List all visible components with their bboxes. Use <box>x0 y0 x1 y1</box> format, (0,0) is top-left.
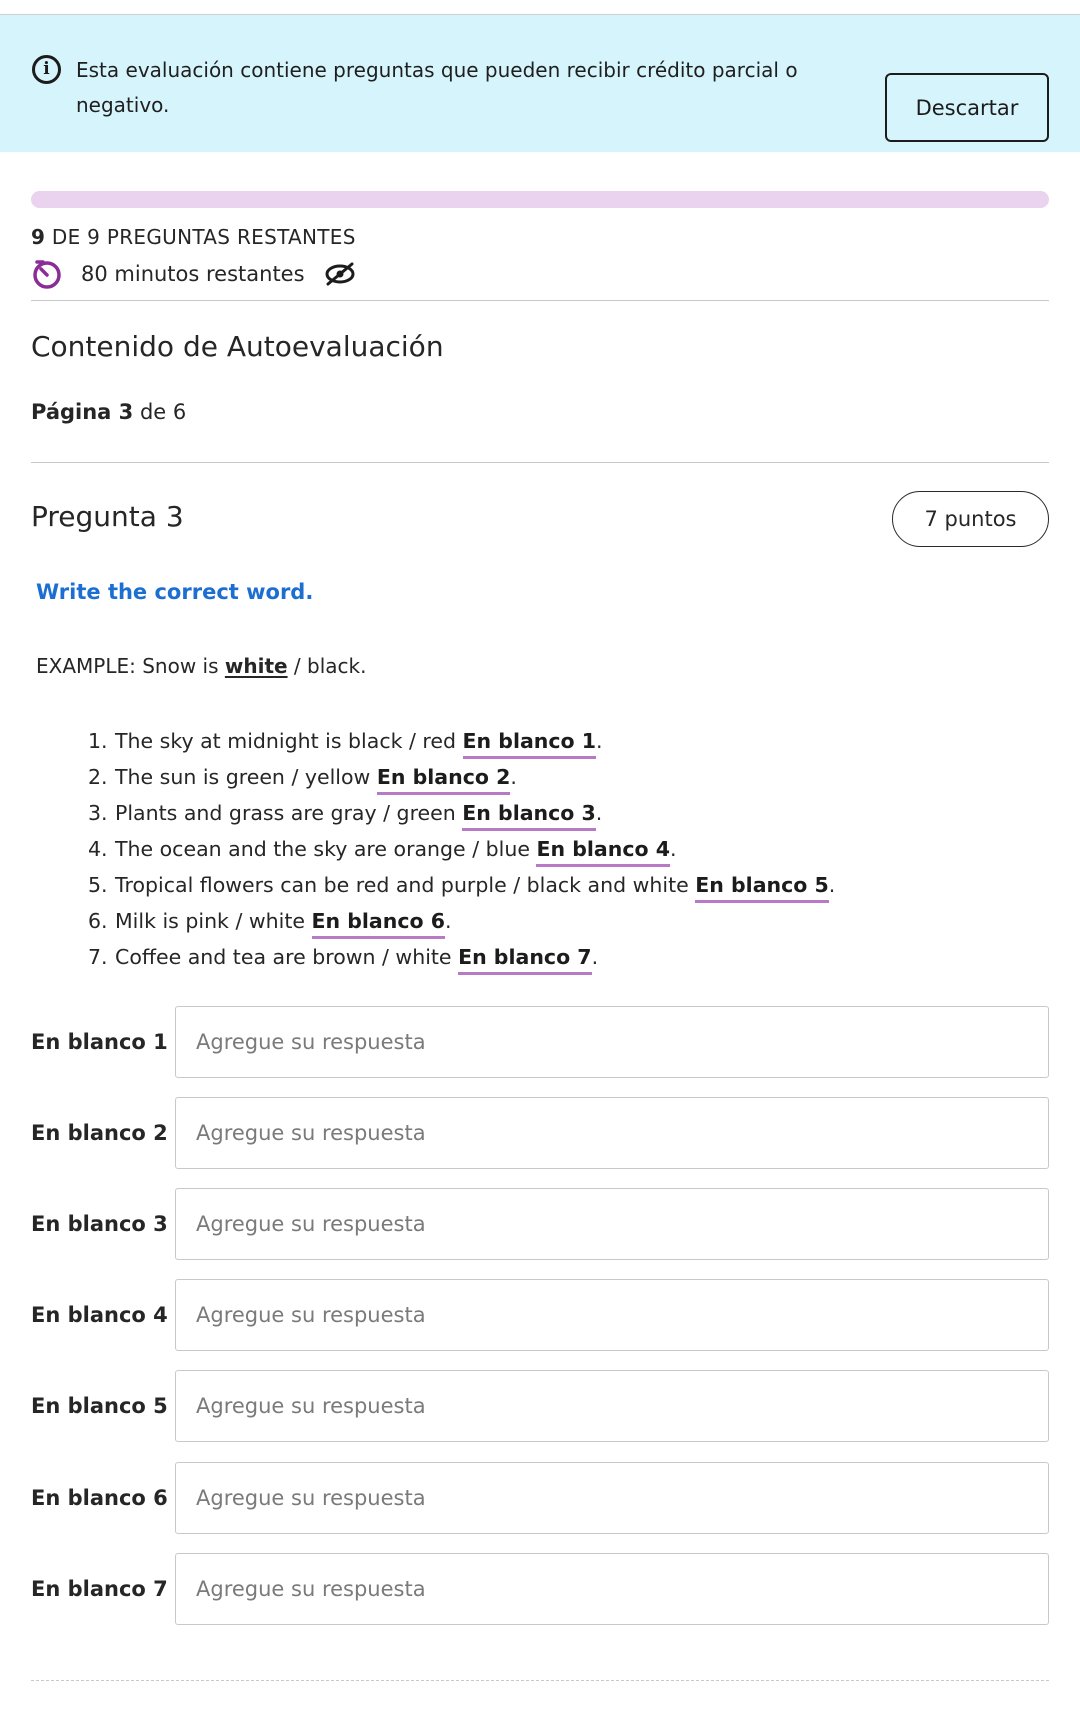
divider <box>31 300 1049 301</box>
banner-message: Esta evaluación contiene preguntas que pueden recibir crédito parcial o negativo. <box>76 58 798 117</box>
page-label: Página 3 <box>31 400 134 424</box>
item-number: 2. <box>88 765 108 789</box>
item-number: 1. <box>88 729 108 753</box>
item-end: . <box>591 945 599 969</box>
minutes-remaining: 80 minutos restantes <box>81 262 305 286</box>
instruction: Write the correct word. <box>36 580 314 604</box>
example-prefix: EXAMPLE: Snow is <box>36 654 225 678</box>
section-title: Contenido de Autoevaluación <box>31 330 444 363</box>
item-number: 6. <box>88 909 108 933</box>
list-item <box>88 795 835 831</box>
answer-row <box>31 1462 1049 1534</box>
answer-label: En blanco 2 <box>31 1121 168 1145</box>
answer-label: En blanco 1 <box>31 1030 168 1054</box>
item-end: . <box>828 873 836 897</box>
item-end: . <box>510 765 517 789</box>
remaining-text: DE 9 PREGUNTAS RESTANTES <box>45 225 356 249</box>
answer-input[interactable] <box>175 1006 1049 1078</box>
list-item <box>88 723 835 759</box>
answer-label: En blanco 5 <box>31 1394 168 1418</box>
blank-link[interactable]: En blanco 1 <box>463 728 597 759</box>
answer-input[interactable] <box>175 1097 1049 1169</box>
item-number: 7. <box>88 945 108 969</box>
page-indicator <box>31 400 186 424</box>
item-text: The ocean and the sky are orange / blue <box>115 837 537 861</box>
bottom-divider <box>31 1680 1049 1681</box>
eye-off-icon[interactable] <box>323 261 357 287</box>
answer-input[interactable] <box>175 1188 1049 1260</box>
info-banner <box>0 15 1080 152</box>
progress-bar <box>31 191 1049 208</box>
remaining-count: 9 <box>31 225 46 249</box>
blank-link[interactable]: En blanco 2 <box>377 764 511 795</box>
example-suffix: / black. <box>287 654 367 678</box>
question-items <box>88 723 835 975</box>
answer-row <box>31 1188 1049 1260</box>
divider <box>31 462 1049 463</box>
answer-input[interactable] <box>175 1553 1049 1625</box>
item-number: 5. <box>88 873 108 897</box>
timer-row <box>31 256 357 292</box>
item-number: 3. <box>88 801 108 825</box>
timer-icon <box>31 258 63 290</box>
blank-link[interactable]: En blanco 5 <box>695 872 829 903</box>
answer-input[interactable] <box>175 1370 1049 1442</box>
page-total: de 6 <box>133 400 187 424</box>
list-item <box>88 939 835 975</box>
item-text: The sun is green / yellow <box>115 765 377 789</box>
list-item <box>88 759 835 795</box>
item-end: . <box>596 729 603 753</box>
list-item <box>88 831 835 867</box>
blank-link[interactable]: En blanco 6 <box>312 908 446 939</box>
answer-row <box>31 1097 1049 1169</box>
blank-link[interactable]: En blanco 7 <box>458 944 592 975</box>
list-item <box>88 903 835 939</box>
example-answer: white <box>224 654 288 678</box>
answer-row <box>31 1553 1049 1625</box>
answer-input[interactable] <box>175 1462 1049 1534</box>
item-text: Plants and grass are gray / green <box>115 801 463 825</box>
item-text: Coffee and tea are brown / white <box>115 945 459 969</box>
dismiss-button[interactable]: Descartar <box>885 73 1049 142</box>
answer-label: En blanco 4 <box>31 1303 168 1327</box>
points-badge: 7 puntos <box>892 491 1049 547</box>
item-end: . <box>595 801 603 825</box>
item-end: . <box>669 837 677 861</box>
example-sentence <box>36 654 366 678</box>
blank-link[interactable]: En blanco 3 <box>462 800 596 831</box>
item-text: The sky at midnight is black / red <box>115 729 463 753</box>
item-number: 4. <box>88 837 108 861</box>
answer-row <box>31 1006 1049 1078</box>
answer-input[interactable] <box>175 1279 1049 1351</box>
item-text: Tropical flowers can be red and purple / black and white <box>115 873 696 897</box>
answer-label: En blanco 3 <box>31 1212 168 1236</box>
questions-remaining <box>31 222 356 252</box>
blank-link[interactable]: En blanco 4 <box>536 836 670 867</box>
question-title: Pregunta 3 <box>31 500 184 533</box>
answer-row <box>31 1370 1049 1442</box>
answer-label: En blanco 7 <box>31 1577 168 1601</box>
answer-label: En blanco 6 <box>31 1486 168 1510</box>
item-end: . <box>445 909 452 933</box>
info-icon: i <box>32 55 61 84</box>
item-text: Milk is pink / white <box>115 909 312 933</box>
list-item <box>88 867 835 903</box>
answer-row <box>31 1279 1049 1351</box>
